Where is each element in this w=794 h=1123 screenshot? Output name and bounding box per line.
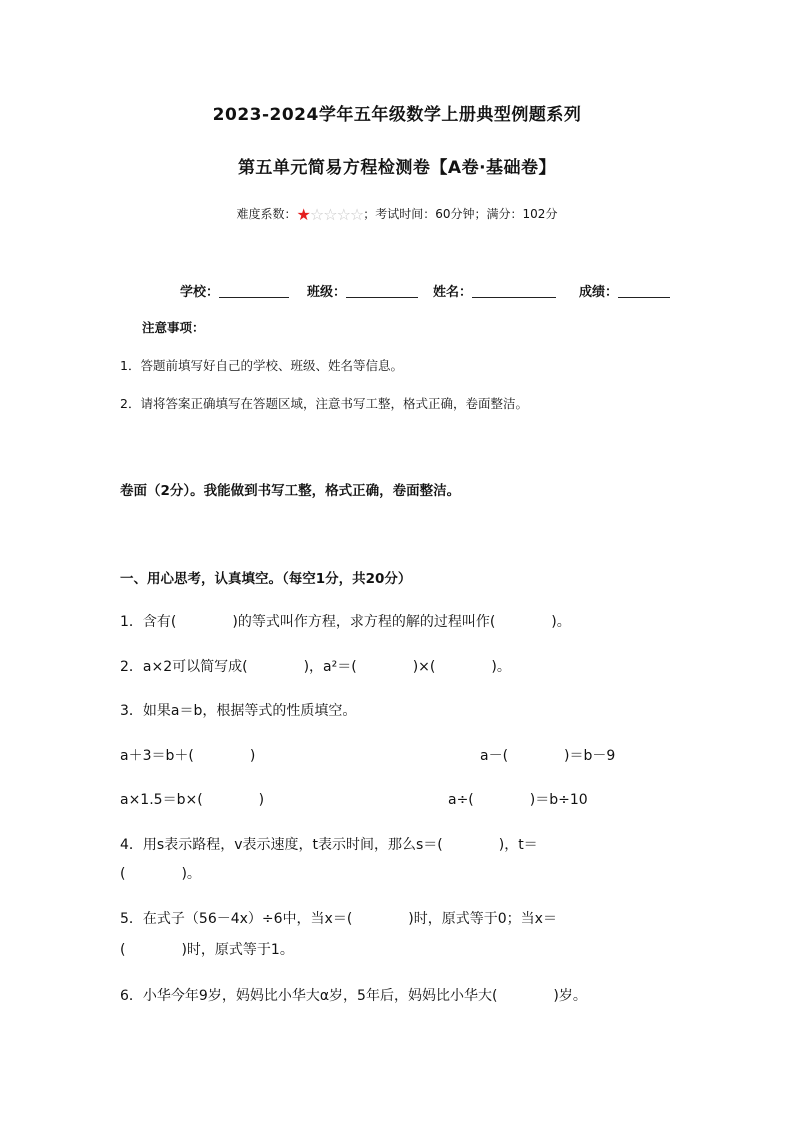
school-field xyxy=(180,281,289,300)
question-3: 3．如果a＝b，根据等式的性质填空。 xyxy=(120,703,357,719)
notice-item: 2．请将答案正确填写在答题区域，注意书写工整，格式正确，卷面整洁。 xyxy=(120,396,528,411)
question-4-line-1: 4．用s表示路程，v表示速度，t表示时间，那么s＝( )，t＝ xyxy=(120,837,538,853)
score-field xyxy=(579,281,670,300)
question-3a-right: a－( )＝b－9 xyxy=(480,748,616,764)
exam-meta-line xyxy=(0,205,794,224)
name-blank[interactable] xyxy=(472,284,556,298)
section-heading: 一、用心思考，认真填空。（每空1分，共20分） xyxy=(120,571,412,587)
exam-series-title: 2023-2024学年五年级数学上册典型例题系列 xyxy=(212,105,582,125)
exam-time-score: ；考试时间：60分钟；满分：102分 xyxy=(363,207,558,221)
notice-item: 1．答题前填写好自己的学校、班级、姓名等信息。 xyxy=(120,358,403,373)
question-5-line-1: 5．在式子（56－4x）÷6中，当x＝( )时，原式等于0；当x＝ xyxy=(120,911,557,927)
score-label: 成绩： xyxy=(579,285,619,300)
class-label: 班级： xyxy=(307,285,347,300)
name-label: 姓名： xyxy=(433,285,473,300)
neatness-statement: 卷面（2分）。我能做到书写工整，格式正确，卷面整洁。 xyxy=(120,483,461,499)
class-field xyxy=(307,281,418,300)
difficulty-label: 难度系数： xyxy=(236,207,297,221)
question-6: 6．小华今年9岁，妈妈比小华大α岁，5年后，妈妈比小华大( )岁。 xyxy=(120,988,587,1004)
question-5-line-2: ( )时，原式等于1。 xyxy=(120,942,294,958)
question-1: 1．含有( )的等式叫作方程，求方程的解的过程叫作( )。 xyxy=(120,614,571,630)
star-empty-icon: ☆ xyxy=(336,205,350,224)
question-3a-left: a＋3＝b＋( ) xyxy=(120,748,256,764)
star-empty-icon: ☆ xyxy=(349,205,364,224)
star-empty-icon: ☆ xyxy=(309,205,324,224)
question-2: 2．a×2可以简写成( )，a²＝( )×( )。 xyxy=(120,659,511,675)
star-empty-icon: ☆ xyxy=(323,205,337,224)
notice-heading: 注意事项： xyxy=(142,320,205,335)
school-blank[interactable] xyxy=(219,284,289,298)
school-label: 学校： xyxy=(180,285,220,300)
question-3b-right: a÷( )＝b÷10 xyxy=(448,792,588,808)
class-blank[interactable] xyxy=(346,284,418,298)
star-filled-icon: ★ xyxy=(296,205,310,224)
question-3b-left: a×1.5＝b×( ) xyxy=(120,792,265,808)
question-4-line-2: ( )。 xyxy=(120,866,201,882)
score-blank[interactable] xyxy=(618,284,670,298)
name-field xyxy=(433,281,556,300)
difficulty-stars xyxy=(297,205,364,224)
exam-paper-title: 第五单元简易方程检测卷【A卷·基础卷】 xyxy=(237,158,557,178)
